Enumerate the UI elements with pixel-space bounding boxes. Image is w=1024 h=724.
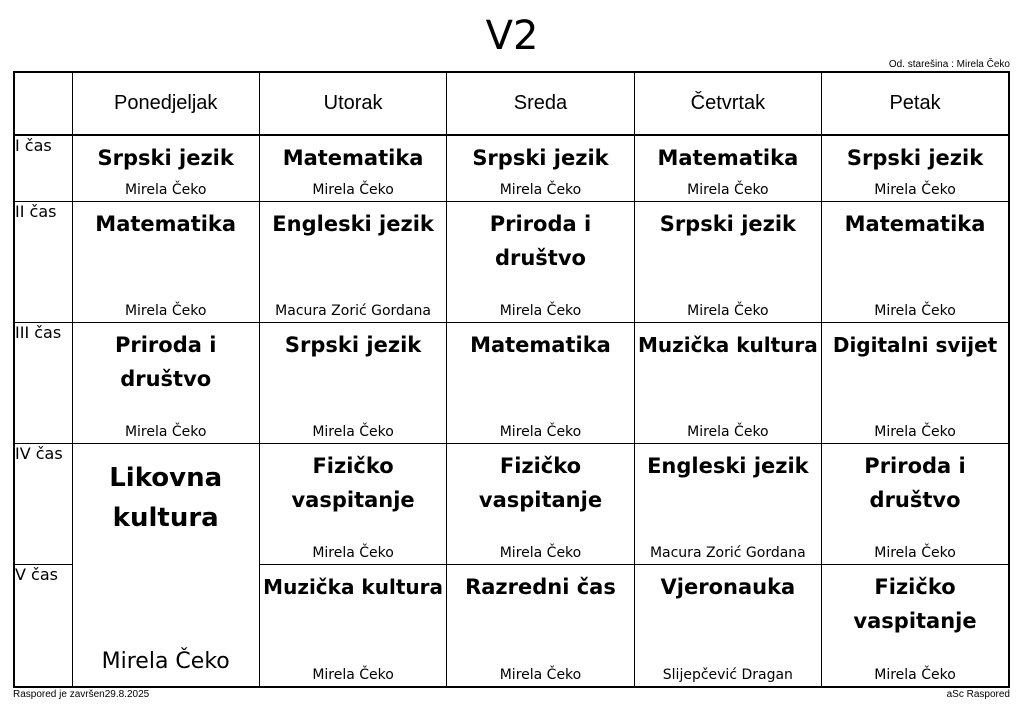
lesson-cell [447,565,634,687]
lesson-cell [447,201,634,322]
teacher-name: Mirela Čeko [874,181,956,198]
period-row [14,444,1009,565]
lesson-cell [822,135,1009,201]
lesson-cell [634,135,821,201]
teacher-name: Slijepčević Dragan [662,667,793,683]
teacher-name: Mirela Čeko [687,424,769,441]
lesson-cell [72,135,259,201]
teacher-name: Mirela Čeko [312,545,394,562]
lesson-cell [259,201,446,322]
timetable-header-row [14,72,1009,135]
teacher-name: Mirela Čeko [874,303,956,320]
lesson-cell [634,323,821,444]
teacher-name: Mirela Čeko [124,424,207,441]
day-header: Petak [822,72,1009,135]
lesson-cell [447,323,634,444]
subject-name: Engleski jezik [647,454,809,479]
subject-name: Srpski jezik [97,146,234,170]
subject-name: Matematika [657,146,799,170]
subject-name: Priroda i društvo [864,454,966,513]
subject-name: Razredni čas [465,575,616,600]
teacher-name: Mirela Čeko [499,424,582,441]
subject-name: Srpski jezik [659,211,797,236]
subject-name: Matematika [282,146,424,170]
teacher-name: Mirela Čeko [124,181,207,198]
subject-name: Digitalni svijet [832,333,998,358]
subject-name: Fizičko vaspitanje [478,454,603,513]
day-header: Sreda [447,72,634,135]
subject-name: Srpski jezik [472,146,609,170]
teacher-name: Mirela Čeko [687,303,769,320]
period-row [14,135,1009,201]
teacher-name: Mirela Čeko [874,545,956,562]
teacher-name: Mirela Čeko [312,181,394,198]
teacher-name: Mirela Čeko [499,667,582,683]
day-header: Utorak [259,72,446,135]
teacher-name: Mirela Čeko [499,181,582,198]
teacher-name: Macura Zorić Gordana [275,303,431,320]
subject-name: Priroda i društvo [114,333,217,392]
generator-credit: aSc Raspored [946,689,1010,700]
subject-name: Matematika [95,211,237,236]
class-supervisor: Od. starešina : Mirela Čeko [888,59,1010,70]
period-row [14,323,1009,444]
subject-name: Matematika [470,333,611,358]
teacher-name: Mirela Čeko [874,667,956,683]
teacher-name: Mirela Čeko [312,424,394,441]
lesson-cell-double [72,444,259,687]
page-title: V2 [485,13,539,59]
subject-name: Srpski jezik [284,333,422,358]
teacher-name: Mirela Čeko [101,649,230,674]
completion-note: Raspored je završen29.8.2025 [13,689,150,700]
lesson-cell [634,444,821,565]
period-label: I čas [14,135,72,201]
lesson-cell [822,444,1009,565]
subject-name: Vjeronauka [660,575,796,600]
lesson-cell [634,565,821,687]
lesson-cell [634,201,821,322]
subject-name: Srpski jezik [846,146,984,170]
period-label: IV čas [14,444,72,565]
subject-name: Likovna kultura [109,463,223,534]
lesson-cell [259,323,446,444]
teacher-name: Mirela Čeko [499,545,582,562]
lesson-cell [72,323,259,444]
subject-name: Engleski jezik [272,211,434,236]
lesson-cell [447,444,634,565]
lesson-cell [447,135,634,201]
period-label: V čas [14,565,72,687]
subject-name: Muzička kultura [637,333,818,358]
corner-cell [14,72,72,135]
subject-name: Matematika [844,211,986,236]
day-header: Ponedjeljak [72,72,259,135]
teacher-name: Mirela Čeko [312,667,394,683]
timetable [13,71,1010,688]
lesson-cell [822,565,1009,687]
lesson-cell [72,201,259,322]
subject-name: Muzička kultura [263,575,443,600]
day-header: Četvrtak [634,72,821,135]
lesson-cell [259,444,446,565]
teacher-name: Macura Zorić Gordana [649,545,806,562]
period-label: III čas [14,323,72,444]
teacher-name: Mirela Čeko [687,181,769,198]
lesson-cell [822,323,1009,444]
teacher-name: Mirela Čeko [874,424,956,441]
lesson-cell [822,201,1009,322]
period-row [14,201,1009,322]
subject-name: Fizičko vaspitanje [291,454,415,513]
subject-name: Priroda i društvo [489,211,592,270]
period-label: II čas [14,201,72,322]
lesson-cell [259,565,446,687]
teacher-name: Mirela Čeko [499,303,582,320]
lesson-cell [259,135,446,201]
subject-name: Fizičko vaspitanje [853,575,977,634]
teacher-name: Mirela Čeko [124,303,207,320]
